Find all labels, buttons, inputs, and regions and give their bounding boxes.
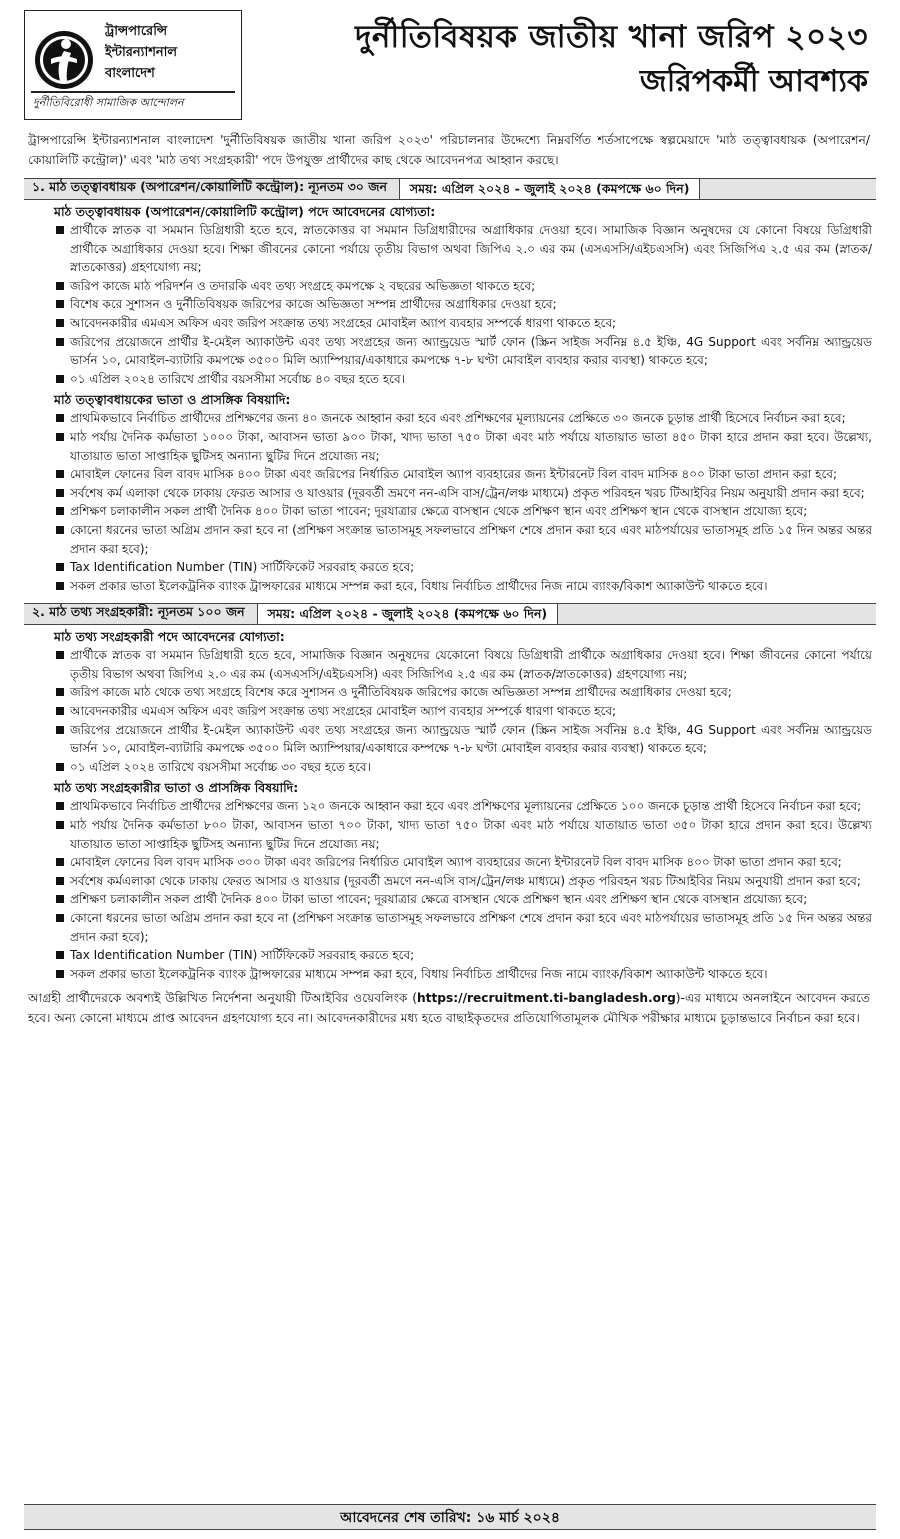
bullet-icon <box>56 651 64 659</box>
list-item <box>70 721 872 758</box>
application-deadline: আবেদনের শেষ তারিখ: ১৬ মার্চ ২০২৪ <box>24 1504 876 1530</box>
list-item <box>70 816 872 853</box>
list-item-text: মাঠ পর্যায় দৈনিক কর্মভাতা ১০০০ টাকা, আবাসন ভাতা ৯০০ টাকা, খাদ্য ভাতা ৭৫০ টাকা এবং মাঠ পর্যায়ে যাতায়াত ভাতা ৪৫০ টাকা হারে প্রদান করা হবে। উল্লেখ্য, যাতায়াত ভাতা সাপ্তাহিক ছুটিসহ অন্যান্য ছুটির দিনে প্রযোজ্য নয়; <box>70 429 872 463</box>
list-item-text: প্রার্থীকে স্নাতক বা সমমান ডিগ্রিধারী হতে হবে, স্নাতকোত্তর বা সমমান ডিগ্রিধারীদের অগ্রাধিকার দেওয়া হবে। সামাজিক বিজ্ঞান অনুষদের যে কোনো বিষয়ে ডিগ্রিধারী প্রার্থীকে অগ্রাধিকার দেওয়া হবে। শিক্ষা জীবনের কোনো পর্যায়ে তৃতীয় বিভাগ অথবা জিপিএ ২.০ এর কম (এসএসসি/এইচএসসি) এবং সিজিপিএ ২.৫ এর কম (স্নাতক/স্নাতকোত্তর) গ্রহণযোগ্য নয়; <box>70 223 872 275</box>
section-1-eligibility-list <box>24 221 876 388</box>
bullet-icon <box>56 970 64 978</box>
list-item-text: প্রাথমিকভাবে নির্বাচিত প্রার্থীদের প্রশিক্ষণের জন্য ৪০ জনকে আহ্বান করা হবে এবং প্রশিক্ষণের মূল্যায়নের প্রেক্ষিতে ৩০ জনকে চূড়ান্ত প্রার্থী হিসেবে নির্বাচন করা হবে; <box>70 411 846 426</box>
bullet-icon <box>56 707 64 715</box>
list-item <box>70 872 872 891</box>
instructions-text-before: আগ্রহী প্রার্থীদেরকে অবশ্যই উল্লিখিত নির্দেশনা অনুযায়ী টিআইবির ওয়েবলিংক ( <box>28 991 417 1006</box>
list-item-text: সকল প্রকার ভাতা ইলেকট্রনিক ব্যাংক ট্রান্সফারের মাধ্যমে সম্পন্ন করা হবে, বিধায় নির্বাচিত প্রার্থীদের নিজ নামে ব্যাংক/বিকাশ অ্যাকাউন্ট থাকতে হবে। <box>70 578 768 593</box>
org-name <box>105 21 177 84</box>
list-item-text: আবেদনকারীর এমএস অফিস এবং জরিপ সংক্রান্ত তথ্য সংগ্রহের মোবাইল অ্যাপ ব্যবহার সম্পর্কে ধারণা থাকতে হবে; <box>70 704 617 719</box>
section-2-title: ২. মাঠ তথ্য সংগ্রহকারী: ন্যূনতম ১০০ জন <box>32 604 245 620</box>
list-item <box>70 221 872 277</box>
section-1-header <box>24 178 876 200</box>
list-item <box>70 909 872 946</box>
bullet-icon <box>56 895 64 903</box>
bullet-icon <box>56 914 64 922</box>
instructions-text-after: )-এর মাধ্যমে অনলাইনে আবেদন করতে হবে। অন্য কোনো মাধ্যমে প্রাপ্ত আবেদন গ্রহণযোগ্য হবে না। আবেদনকারীদের মধ্য হতে বাছাইকৃতদের প্রতিযোগিতামূলক মৌখিক পরীক্ষার মাধ্যমে চূড়ান্তভাবে নির্বাচন করা হবে। <box>28 991 870 1025</box>
recruitment-link[interactable]: https://recruitment.ti-bangladesh.org <box>416 991 676 1006</box>
org-logo-block <box>24 10 242 120</box>
section-2-allowance-list <box>24 797 876 983</box>
list-item <box>70 890 872 909</box>
section-2-allowance-heading: মাঠ তথ্য সংগ্রহকারীর ভাতা ও প্রাসঙ্গিক বিষয়াদি: <box>54 780 299 796</box>
page-title: দুর্নীতিবিষয়ক জাতীয় খানা জরিপ ২০২৩ <box>355 19 868 55</box>
section-1-period: সময়: এপ্রিল ২০২৪ - জুলাই ২০২৪ (কমপক্ষে ৬০ দিন) <box>399 179 701 199</box>
list-item <box>70 797 872 816</box>
bullet-icon <box>56 433 64 441</box>
bullet-icon <box>56 858 64 866</box>
header <box>24 10 876 122</box>
list-item-text: ০১ এপ্রিল ২০২৪ তারিখে প্রার্থীর বয়সসীমা সর্বোচ্চ ৪০ বছর হতে হবে। <box>70 371 405 386</box>
list-item-text: মোবাইল ফোনের বিল বাবদ মাসিক ৩০০ টাকা এবং জরিপের নির্ধারিত মোবাইল অ্যাপ ব্যবহারের জন্যে ইন্টারনেট বিল বাবদ মাসিক ৪০০ টাকা ভাতা প্রদান করা হবে; <box>70 855 842 870</box>
list-item-text: জরিপের প্রয়োজনে প্রার্থীর ই-মেইল অ্যাকাউন্ট এবং তথ্য সংগ্রহের জন্য অ্যান্ড্রয়েড স্মার্ট ফোন (স্ক্রিন সাইজ সর্বনিম্ন ৪.৫ ইঞ্চি, 4G Support এবং সর্বনিম্ন অ্যান্ড্রয়েড ভার্সন ১০, মোবাইল-ব্যাটারি কমপক্ষে ৩৫০০ মিলি অ্যাম্পিয়ার/একাধারে কম্পক্ষে ৭-৮ ঘণ্টা মোবাইল ব্যবহার করার ব্যবস্থা) থাকতে হবে; <box>70 722 872 756</box>
section-2-eligibility-list <box>24 646 876 776</box>
list-item <box>70 502 872 521</box>
section-2-eligibility-heading: মাঠ তথ্য সংগ্রহকারী পদে আবেদনের যোগ্যতা: <box>54 629 285 645</box>
section-2-header <box>24 603 876 625</box>
section-2-period: সময়: এপ্রিল ২০২৪ - জুলাই ২০২৪ (কমপক্ষে ৬০ দিন) <box>257 604 559 624</box>
list-item-text: সকল প্রকার ভাতা ইলেকট্রনিক ব্যাংক ট্রান্সফারের মাধ্যমে সম্পন্ন করা হবে, বিধায় নির্বাচিত প্রার্থীদের নিজ নামে ব্যাংক/বিকাশ অ্যাকাউন্ট থাকতে হবে। <box>70 966 768 981</box>
list-item <box>70 409 872 428</box>
list-item-text: প্রাথমিকভাবে নির্বাচিত প্রার্থীদের প্রশিক্ষণের জন্য ১২০ জনকে আহ্বান করা হবে এবং প্রশিক্ষণের মূল্যায়নের প্রেক্ষিতে ১০০ জনকে চূড়ান্ত প্রার্থী হিসেবে নির্বাচন করা হবে; <box>70 799 862 814</box>
bullet-icon <box>56 489 64 497</box>
bullet-icon <box>56 226 64 234</box>
list-item <box>70 558 872 577</box>
bullet-icon <box>56 282 64 290</box>
list-item-text: Tax Identification Number (TIN) সার্টিফিকেট সরবরাহ করতে হবে; <box>70 560 415 575</box>
bullet-icon <box>56 951 64 959</box>
list-item-text: কোনো ধরনের ভাতা অগ্রিম প্রদান করা হবে না (প্রশিক্ষণ সংক্রান্ত ভাতাসমূহ সফলভাবে প্রশিক্ষণ শেষে প্রদান করা হবে এবং মাঠপর্যায়ের ভাতাসমূহ প্রতি ১৫ দিন অন্তর অন্তর প্রদান করা হবে); <box>70 522 872 556</box>
list-item-text: সর্বশেষ কর্ম এলাকা থেকে ঢাকায় ফেরত আসার ও যাওয়ার (দূরবর্তী ভ্রমণে নন-এসি বাস/ট্রেন/লঞ্চ মাধ্যমে) প্রকৃত পরিবহন খরচ টিআইবির নিয়ম অনুযায়ী প্রদান করা হবে; <box>70 485 865 500</box>
list-item <box>70 702 872 721</box>
list-item <box>70 370 872 389</box>
ti-logo-icon <box>33 29 95 91</box>
section-1-allowance-heading: মাঠ তত্ত্বাবধায়কের ভাতা ও প্রাসঙ্গিক বিষয়াদি: <box>54 392 291 408</box>
intro-paragraph: ট্রান্সপারেন্সি ইন্টারন্যাশনাল বাংলাদেশ 'দুর্নীতিবিষয়ক জাতীয় খানা জরিপ ২০২৩' পরিচালনার উদ্দেশ্যে নিম্নবর্ণিত শর্তসাপেক্ষে স্বল্পমেয়াদে 'মাঠ তত্ত্বাবধায়ক (অপারেশন/কোয়ালিটি কন্ট্রোল)' এবং 'মাঠ তথ্য সংগ্রহকারী' পদে উপযুক্ত প্রার্থীদের কাছ থেকে আবেদনপত্র আহ্বান করছে। <box>28 133 870 167</box>
bullet-icon <box>56 763 64 771</box>
bullet-icon <box>56 821 64 829</box>
bullet-icon <box>56 526 64 534</box>
list-item <box>70 314 872 333</box>
list-item <box>70 333 872 370</box>
bullet-icon <box>56 688 64 696</box>
list-item <box>70 683 872 702</box>
list-item <box>70 428 872 465</box>
list-item-text: জরিপ কাজে মাঠ পরিদর্শন ও তদারকি এবং তথ্য সংগ্রহে কমপক্ষে ২ বছরের অভিজ্ঞতা থাকতে হবে; <box>70 278 536 293</box>
bullet-icon <box>56 582 64 590</box>
list-item <box>70 577 872 596</box>
bullet-icon <box>56 319 64 327</box>
list-item <box>70 853 872 872</box>
bullet-icon <box>56 726 64 734</box>
list-item-text: ০১ এপ্রিল ২০২৪ তারিখে বয়সসীমা সর্বোচ্চ ৩০ বছর হতে হবে। <box>70 759 371 774</box>
org-name-line-2: ইন্টারন্যাশনাল <box>105 45 178 60</box>
title-block <box>256 14 876 116</box>
list-item <box>70 277 872 296</box>
list-item-text: মোবাইল ফোনের বিল বাবদ মাসিক ৪০০ টাকা এবং জরিপের নির্ধারিত মোবাইল অ্যাপ ব্যবহারের জন্য ইন্টারনেট বিল বাবদ মাসিক ৪০০ টাকা ভাতা প্রদান করা হবে; <box>70 467 837 482</box>
bullet-icon <box>56 563 64 571</box>
bullet-icon <box>56 375 64 383</box>
list-item <box>70 946 872 965</box>
section-1-eligibility-heading: মাঠ তত্ত্বাবধায়ক (অপারেশন/কোয়ালিটি কন্ট্রোল) পদে আবেদনের যোগ্যতা: <box>54 204 436 219</box>
list-item <box>70 965 872 984</box>
bullet-icon <box>56 802 64 810</box>
list-item-text: কোনো ধরনের ভাতা অগ্রিম প্রদান করা হবে না (প্রশিক্ষণ সংক্রান্ত ভাতাসমূহ সফলভাবে প্রশিক্ষণ শেষে প্রদান করা হবে এবং মাঠপর্যায়ের ভাতাসমূহ প্রতি ১৫ দিন অন্তর অন্তর প্রদান করা হবে); <box>70 911 872 944</box>
list-item-text: প্রশিক্ষণ চলাকালীন সকল প্রার্থী দৈনিক ৪০০ টাকা ভাতা পাবেন; দূরযাত্রার ক্ষেত্রে বাসস্থান থেকে প্রশিক্ষণ স্থান এবং প্রশিক্ষণ স্থান থেকে বাসস্থান প্রযোজ্য হবে; <box>70 504 808 519</box>
org-name-line-3: বাংলাদেশ <box>105 66 155 81</box>
org-tagline: দুর্নীতিবিরোধী সামাজিক আন্দোলন <box>31 91 235 113</box>
section-1-title: ১. মাঠ তত্ত্বাবধায়ক (অপারেশন/কোয়ালিটি কন্ট্রোল): ন্যূনতম ৩০ জন <box>32 179 387 194</box>
bullet-icon <box>56 414 64 422</box>
content <box>24 131 876 1028</box>
list-item <box>70 758 872 777</box>
list-item-text: আবেদনকারীর এমএস অফিস এবং জরিপ সংক্রান্ত তথ্য সংগ্রহের মোবাইল অ্যাপ ব্যবহার সম্পর্কে ধারণা থাকতে হবে; <box>70 315 617 330</box>
list-item <box>70 295 872 314</box>
list-item-text: জরিপের প্রয়োজনে প্রার্থীর ই-মেইল অ্যাকাউন্ট এবং তথ্য সংগ্রহের জন্য অ্যান্ড্রয়েড স্মার্ট ফোন (স্ক্রিন সাইজ সর্বনিম্ন ৪.৫ ইঞ্চি, 4G Support এবং সর্বনিম্ন অ্যান্ড্রয়েড ভার্সন ১০, মোবাইল-ব্যাটারি কমপক্ষে ৩৫০০ মিলি অ্যাম্পিয়ার/একাধারে কমপক্ষে ৭-৮ ঘণ্টা মোবাইল ব্যবহার করার ব্যবস্থা) থাকতে হবে; <box>70 334 872 368</box>
page-subtitle: জরিপকর্মী আবশ্যক <box>639 64 868 99</box>
list-item-text: Tax Identification Number (TIN) সার্টিফিকেট সরবরাহ করতে হবে; <box>70 948 415 963</box>
section-1-allowance-list <box>24 409 876 595</box>
org-name-line-1: ট্রান্সপারেন্সি <box>105 24 168 39</box>
bullet-icon <box>56 507 64 515</box>
list-item-text: বিশেষ করে সুশাসন ও দুর্নীতিবিষয়ক জরিপের কাজে অভিজ্ঞতা সম্পন্ন প্রার্থীদের অগ্রাধিকার দেওয়া হবে; <box>70 297 557 312</box>
bullet-icon <box>56 470 64 478</box>
list-item <box>70 521 872 558</box>
list-item <box>70 484 872 503</box>
list-item-text: সর্বশেষ কর্মএলাকা থেকে ঢাকায় ফেরত আসার ও যাওয়ার (দূরবর্তী ভ্রমণে নন-এসি বাস/ট্রেন/লঞ্চ মাধ্যমে) প্রকৃত পরিবহন খরচ টিআইবির নিয়ম অনুযায়ী প্রদান করা হবে; <box>70 873 861 888</box>
list-item-text: প্রশিক্ষণ চলাকালীন সকল প্রার্থী দৈনিক ৪০০ টাকা ভাতা পাবেন; দূরযাত্রার ক্ষেত্রে বাসস্থান থেকে প্রশিক্ষণ স্থান এবং প্রশিক্ষণ স্থান থেকে বাসস্থান প্রযোজ্য হবে; <box>70 892 808 907</box>
application-instructions <box>28 989 870 1028</box>
bullet-icon <box>56 877 64 885</box>
list-item-text: মাঠ পর্যায় দৈনিক কর্মভাতা ৮০০ টাকা, আবাসন ভাতা ৭০০ টাকা, খাদ্য ভাতা ৭৫০ টাকা এবং মাঠ পর্যায়ে যাতায়াত ভাতা ৩৫০ টাকা হারে প্রদান করা হবে। উল্লেখ্য যাতায়াত ভাতা সাপ্তাহিক ছুটিসহ অন্যান্য ছুটির দিনে প্রযোজ্য নয়; <box>70 818 872 851</box>
list-item <box>70 646 872 683</box>
bullet-icon <box>56 300 64 308</box>
list-item-text: জরিপ কাজে মাঠ থেকে তথ্য সংগ্রহে বিশেষ করে সুশাসন ও দুর্নীতিবিষয়ক জরিপের কাজে অভিজ্ঞতা সম্পন্ন প্রার্থীদের অগ্রাধিকার দেওয়া হবে; <box>70 685 732 700</box>
bullet-icon <box>56 338 64 346</box>
list-item <box>70 465 872 484</box>
list-item-text: প্রার্থীকে স্নাতক বা সমমান ডিগ্রিধারী হতে হবে, সামাজিক বিজ্ঞান অনুষদের যেকোনো বিষয়ে ডিগ্রিধারী প্রার্থীকে অগ্রাধিকার দেওয়া হবে। শিক্ষা জীবনের কোনো পর্যায়ে তৃতীয় বিভাগ অথবা জিপিএ ২.০ এর কম (এসএসসি/এইচএসসি) এবং সিজিপিএ ২.৫ এর কম (স্নাতক/স্নাতকোত্তর) গ্রহণযোগ্য নয়; <box>70 648 872 681</box>
